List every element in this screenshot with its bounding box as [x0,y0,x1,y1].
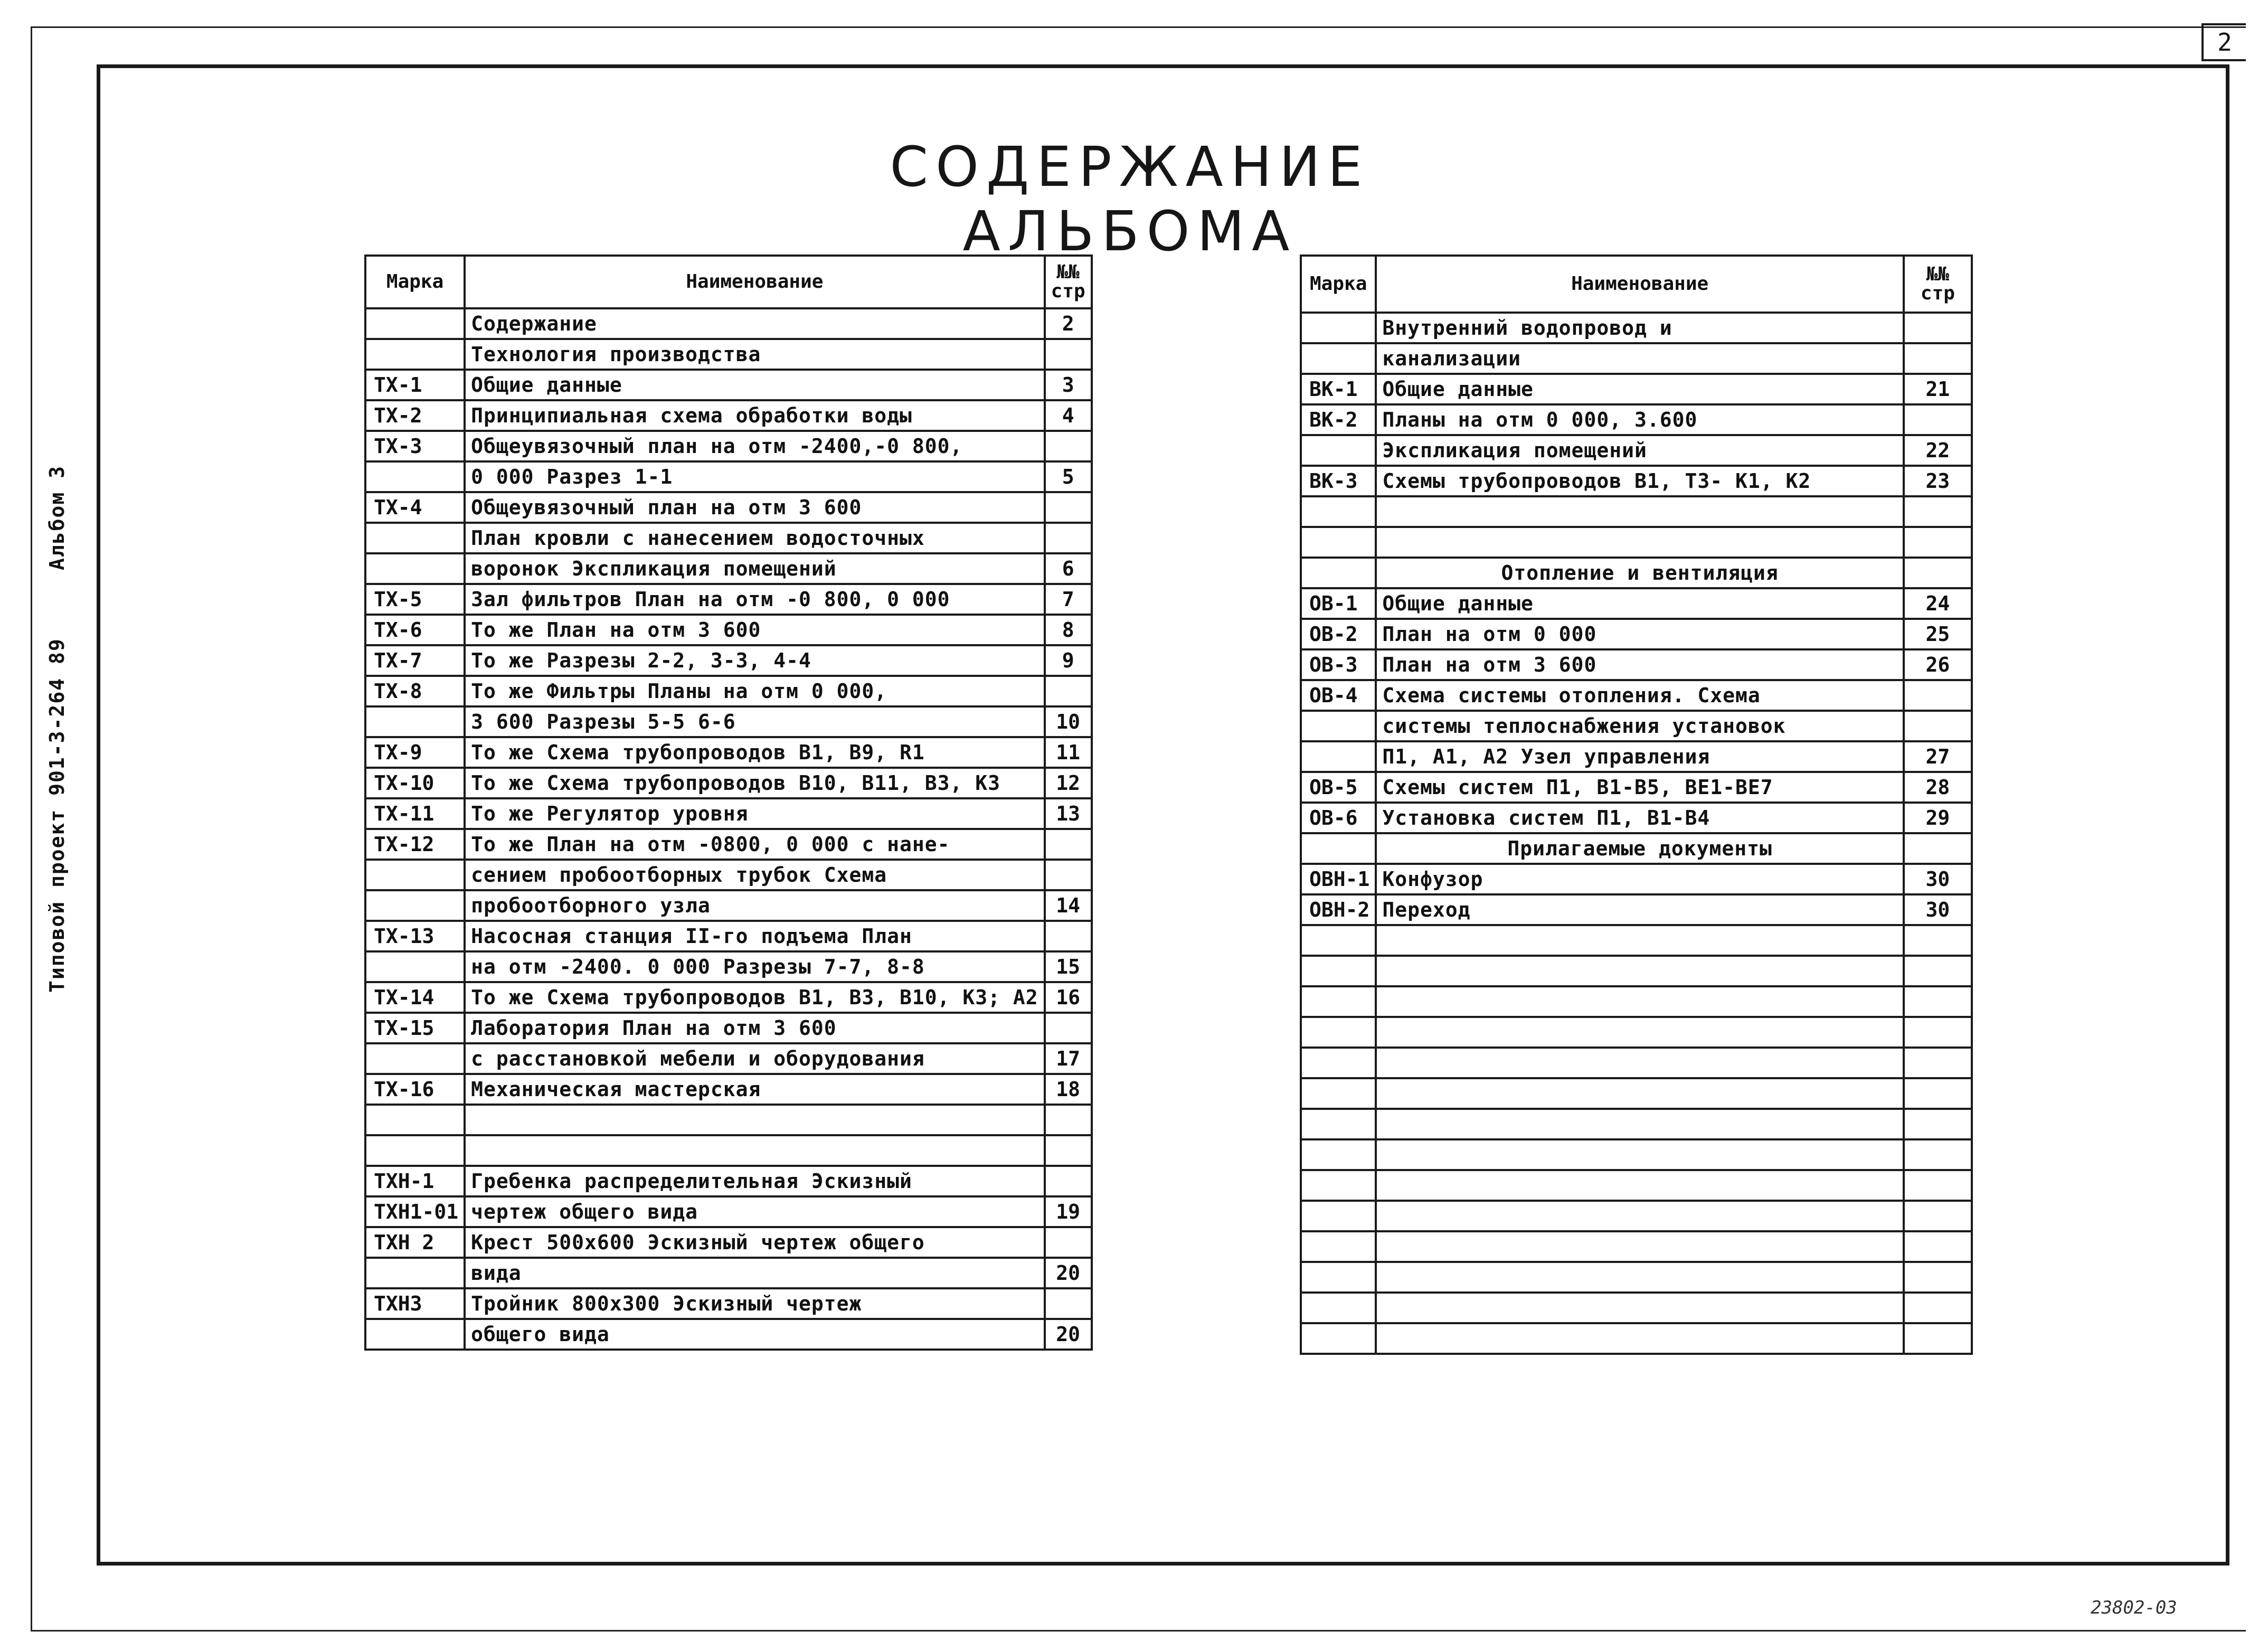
table-row [1301,466,1972,496]
row-page [1904,1078,1972,1109]
row-page: 10 [1045,706,1092,737]
row-code: ОВ-5 [1301,772,1376,803]
row-page [1904,711,1972,741]
table-row [365,706,1092,737]
row-code [1301,558,1376,588]
row-name: Гребенка распределительная Эскизный [465,1166,1045,1196]
row-name: То же Схема трубопроводов В1, В9, R1 [465,737,1045,768]
row-code [1301,741,1376,772]
row-name: Лаборатория План на отм 3 600 [465,1013,1045,1043]
row-page: 24 [1904,588,1972,619]
row-page [1045,1166,1092,1196]
left-contents-table [364,254,1093,1351]
row-code: ОВ-1 [1301,588,1376,619]
row-page: 8 [1045,615,1092,645]
row-name: общего вида [465,1319,1045,1350]
row-page [1904,404,1972,435]
header-code: Марка [1301,256,1376,313]
row-name [1376,925,1903,956]
row-code: ОВ-4 [1301,680,1376,711]
table-row [365,951,1092,982]
row-page [1904,956,1972,986]
table-row [1301,435,1972,466]
table-row [1301,527,1972,558]
row-name: Экспликация помещений [1376,435,1903,466]
table-row [365,339,1092,370]
row-page: 16 [1045,982,1092,1013]
row-page [1904,1201,1972,1231]
row-page [1045,1135,1092,1166]
row-name: воронок Экспликация помещений [465,553,1045,584]
row-code [1301,986,1376,1017]
row-code: ТХ-11 [365,798,465,829]
table-row [365,584,1092,615]
row-code [365,890,465,921]
row-name: Общие данные [1376,374,1903,404]
row-code: ОВН-2 [1301,894,1376,925]
row-page [1904,1048,1972,1078]
row-name [1376,1048,1903,1078]
table-row [1301,1231,1972,1262]
row-page [1904,558,1972,588]
row-name [465,1105,1045,1135]
row-code [1301,343,1376,374]
row-page [1904,680,1972,711]
row-page: 2 [1045,308,1092,339]
row-code: ОВН-1 [1301,864,1376,894]
table-row [1301,313,1972,343]
row-code: ТХ-3 [365,431,465,461]
row-page [1904,1017,1972,1048]
row-code: ТХ-12 [365,829,465,860]
row-code [1301,1078,1376,1109]
row-name [1376,1201,1903,1231]
row-code: ТХ-1 [365,370,465,400]
table-header-row [365,256,1092,308]
row-page: 5 [1045,461,1092,492]
table-row [365,370,1092,400]
table-row [1301,1048,1972,1078]
table-row [365,676,1092,706]
row-name: То же Схема трубопроводов В1, В3, В10, К3; А2 [465,982,1045,1013]
table-row [1301,1323,1972,1354]
header-page: №№ стр [1045,256,1092,308]
row-name: План на отм 0 000 [1376,619,1903,649]
table-row [1301,864,1972,894]
row-page [1904,1139,1972,1170]
sheet-number: 2 [2201,23,2246,61]
table-row [1301,894,1972,925]
row-page [1904,1262,1972,1293]
row-name: Принципиальная схема обработки воды [465,400,1045,431]
row-code [365,1043,465,1074]
row-code [1301,711,1376,741]
row-name: Общие данные [465,370,1045,400]
row-name [1376,986,1903,1017]
table-row [1301,925,1972,956]
row-name: Переход [1376,894,1903,925]
table-row [365,615,1092,645]
row-name: Общеувязочный план на отм -2400,-0 800, [465,431,1045,461]
row-name [1376,1293,1903,1323]
row-code [1301,1323,1376,1354]
row-name: То же План на отм 3 600 [465,615,1045,645]
table-row [365,1258,1092,1288]
row-page: 21 [1904,374,1972,404]
header-code: Марка [365,256,465,308]
table-row [365,461,1092,492]
row-code [1301,1109,1376,1139]
table-row [1301,1017,1972,1048]
row-code [1301,1170,1376,1201]
row-page [1045,1105,1092,1135]
table-row [1301,1139,1972,1170]
row-code [1301,1231,1376,1262]
row-name: Схемы систем П1, В1-В5, ВЕ1-ВЕ7 [1376,772,1903,803]
row-page: 9 [1045,645,1092,676]
table-row [1301,986,1972,1017]
table-row [365,431,1092,461]
header-name: Наименование [1376,256,1903,313]
table-row [365,523,1092,553]
row-name [1376,1170,1903,1201]
table-row [365,860,1092,890]
row-page: 17 [1045,1043,1092,1074]
row-code [365,706,465,737]
table-row [365,1074,1092,1105]
row-page: 23 [1904,466,1972,496]
row-name: сением пробоотборных трубок Схема [465,860,1045,890]
row-page [1904,925,1972,956]
row-name: Прилагаемые документы [1376,833,1903,864]
row-name: Конфузор [1376,864,1903,894]
row-page [1904,1293,1972,1323]
table-row [1301,803,1972,833]
row-name: чертеж общего вида [465,1196,1045,1227]
row-code: ТХН1-01 [365,1196,465,1227]
row-name: П1, А1, А2 Узел управления [1376,741,1903,772]
row-code [1301,1293,1376,1323]
row-page [1904,1109,1972,1139]
table-row [1301,1109,1972,1139]
row-page [1045,431,1092,461]
row-page [1904,527,1972,558]
row-code: ТХ-8 [365,676,465,706]
row-name [1376,1231,1903,1262]
row-code [1301,1139,1376,1170]
row-page [1045,921,1092,951]
row-code [365,461,465,492]
row-name: Общеувязочный план на отм 3 600 [465,492,1045,523]
row-code [365,1319,465,1350]
table-row [365,1288,1092,1319]
row-page: 20 [1045,1258,1092,1288]
row-name: Планы на отм 0 000, 3.600 [1376,404,1903,435]
header-page: №№ стр [1904,256,1972,313]
table-row [365,1196,1092,1227]
right-contents-table [1300,254,1973,1355]
row-page [1904,1323,1972,1354]
row-page: 30 [1904,894,1972,925]
row-code: ВК-1 [1301,374,1376,404]
row-code [365,1105,465,1135]
row-code [1301,313,1376,343]
row-code [365,951,465,982]
table-row [365,982,1092,1013]
row-code: ОВ-3 [1301,649,1376,680]
row-code: ТХН-1 [365,1166,465,1196]
row-code: ТХН 2 [365,1227,465,1258]
table-row [1301,649,1972,680]
row-code [365,1258,465,1288]
row-page: 19 [1045,1196,1092,1227]
row-name: Установка систем П1, В1-В4 [1376,803,1903,833]
row-page: 26 [1904,649,1972,680]
row-code: ТХ-15 [365,1013,465,1043]
table-row [1301,1293,1972,1323]
header-name: Наименование [465,256,1045,308]
page-title: СОДЕРЖАНИЕ АЛЬБОМА [890,135,1370,263]
row-page [1045,492,1092,523]
table-row [365,1105,1092,1135]
row-name: системы теплоснабжения установок [1376,711,1903,741]
row-code [1301,1017,1376,1048]
row-code: ОВ-6 [1301,803,1376,833]
row-name: Тройник 800х300 Эскизный чертеж [465,1288,1045,1319]
table-row [1301,680,1972,711]
side-project-label: Типовой проект 901-3-264 89 [45,638,69,993]
row-name: Схема системы отопления. Схема [1376,680,1903,711]
row-name [1376,956,1903,986]
row-code: ТХ-7 [365,645,465,676]
row-page: 13 [1045,798,1092,829]
row-page: 28 [1904,772,1972,803]
row-page: 15 [1045,951,1092,982]
row-name: Общие данные [1376,588,1903,619]
table-row [1301,1262,1972,1293]
table-row [365,1135,1092,1166]
row-page: 27 [1904,741,1972,772]
row-name: То же Фильтры Планы на отм 0 000, [465,676,1045,706]
row-page [1904,313,1972,343]
table-row [1301,374,1972,404]
row-code [1301,435,1376,466]
table-row [365,768,1092,798]
row-code [365,860,465,890]
row-code [365,523,465,553]
row-page: 3 [1045,370,1092,400]
row-page: 20 [1045,1319,1092,1350]
row-name: План на отм 3 600 [1376,649,1903,680]
row-name: Схемы трубопроводов В1, Т3- К1, К2 [1376,466,1903,496]
table-row [365,1013,1092,1043]
row-code: ТХ-2 [365,400,465,431]
table-row [1301,1078,1972,1109]
row-code [1301,925,1376,956]
row-name: Крест 500х600 Эскизный чертеж общего [465,1227,1045,1258]
table-row [1301,833,1972,864]
row-code: ТХ-5 [365,584,465,615]
row-name: 0 000 Разрез 1-1 [465,461,1045,492]
row-code: ТХ-6 [365,615,465,645]
row-code: ТХ-13 [365,921,465,951]
table-row [365,737,1092,768]
table-row [365,921,1092,951]
table-row [1301,404,1972,435]
row-name: То же Регулятор уровня [465,798,1045,829]
row-name [1376,496,1903,527]
row-name [1376,1078,1903,1109]
table-header-row [1301,256,1972,313]
table-row [1301,496,1972,527]
row-code: ВК-2 [1301,404,1376,435]
row-name [1376,1017,1903,1048]
row-code: ТХ-9 [365,737,465,768]
row-code: ТХ-14 [365,982,465,1013]
row-code [365,1135,465,1166]
table-row [1301,956,1972,986]
row-page: 4 [1045,400,1092,431]
row-page [1045,1227,1092,1258]
row-page: 18 [1045,1074,1092,1105]
row-page: 22 [1904,435,1972,466]
row-code [1301,1048,1376,1078]
row-code [1301,956,1376,986]
row-page: 14 [1045,890,1092,921]
row-page: 12 [1045,768,1092,798]
row-name: То же Разрезы 2-2, 3-3, 4-4 [465,645,1045,676]
table-row [365,1319,1092,1350]
row-name [1376,1109,1903,1139]
table-row [1301,772,1972,803]
row-code [1301,833,1376,864]
row-name: Зал фильтров План на отм -0 800, 0 000 [465,584,1045,615]
row-page [1045,1288,1092,1319]
row-name: на отм -2400. 0 000 Разрезы 7-7, 8-8 [465,951,1045,982]
table-row [365,829,1092,860]
row-code [365,339,465,370]
table-row [365,645,1092,676]
row-page [1904,833,1972,864]
row-page [1045,676,1092,706]
row-page [1904,343,1972,374]
table-row [365,400,1092,431]
row-name [1376,1139,1903,1170]
row-name: Внутренний водопровод и [1376,313,1903,343]
row-page [1045,523,1092,553]
table-row [1301,558,1972,588]
row-name [465,1135,1045,1166]
row-page [1045,829,1092,860]
row-page [1904,1231,1972,1262]
table-row [365,1043,1092,1074]
row-name: Насосная станция II-го подъема План [465,921,1045,951]
row-code: ТХ-4 [365,492,465,523]
table-row [365,308,1092,339]
row-code [365,308,465,339]
table-row [365,553,1092,584]
row-name: План кровли с нанесением водосточных [465,523,1045,553]
row-page: 11 [1045,737,1092,768]
row-page: 7 [1045,584,1092,615]
row-code [1301,496,1376,527]
table-row [365,798,1092,829]
row-name [1376,527,1903,558]
row-page: 25 [1904,619,1972,649]
table-row [1301,343,1972,374]
table-row [365,1227,1092,1258]
table-row [1301,1170,1972,1201]
row-name: канализации [1376,343,1903,374]
table-row [365,1166,1092,1196]
row-code: ВК-3 [1301,466,1376,496]
table-row [1301,741,1972,772]
row-page: 6 [1045,553,1092,584]
row-name: пробоотборного узла [465,890,1045,921]
table-row [1301,619,1972,649]
table-row [365,492,1092,523]
row-code: ОВ-2 [1301,619,1376,649]
archive-stamp: 23802-03 [2091,1597,2177,1618]
table-row [1301,1201,1972,1231]
row-code: ТХ-10 [365,768,465,798]
row-page [1045,860,1092,890]
table-row [1301,711,1972,741]
row-page [1045,1013,1092,1043]
row-name: Содержание [465,308,1045,339]
table-row [1301,588,1972,619]
row-name: с расстановкой мебели и оборудования [465,1043,1045,1074]
row-page [1904,496,1972,527]
row-page [1904,986,1972,1017]
row-code: ТХ-16 [365,1074,465,1105]
side-album-label: Альбом 3 [45,465,69,570]
row-code [1301,527,1376,558]
row-page: 30 [1904,864,1972,894]
row-name: вида [465,1258,1045,1288]
row-name: Механическая мастерская [465,1074,1045,1105]
row-name: 3 600 Разрезы 5-5 6-6 [465,706,1045,737]
row-name [1376,1262,1903,1293]
row-name: То же Схема трубопроводов В10, В11, В3, К3 [465,768,1045,798]
table-row [365,890,1092,921]
row-page: 29 [1904,803,1972,833]
row-code [1301,1201,1376,1231]
row-name: Технология производства [465,339,1045,370]
row-name: Отопление и вентиляция [1376,558,1903,588]
row-name: То же План на отм -0800, 0 000 с нане- [465,829,1045,860]
row-code [1301,1262,1376,1293]
row-code [365,553,465,584]
row-page [1904,1170,1972,1201]
row-code: ТХН3 [365,1288,465,1319]
row-page [1045,339,1092,370]
row-name [1376,1323,1903,1354]
